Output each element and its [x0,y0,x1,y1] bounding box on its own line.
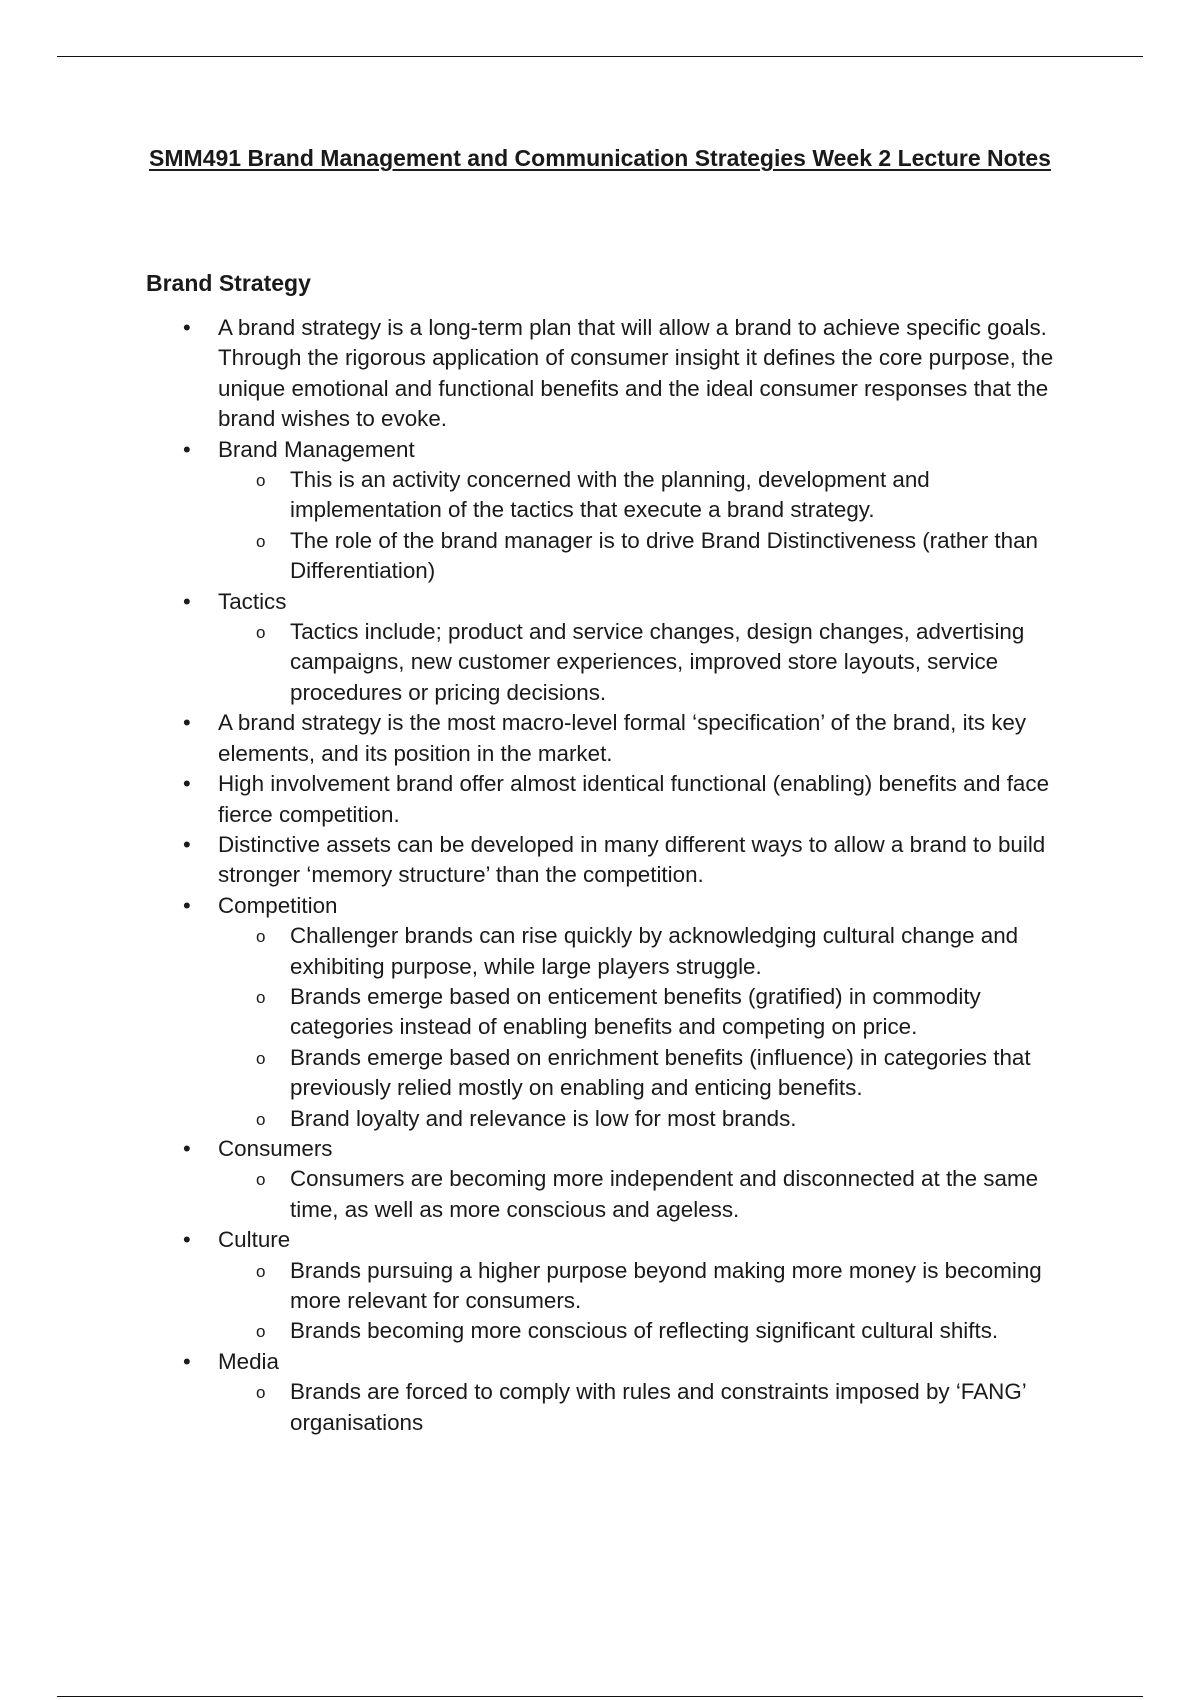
bullet-text: A brand strategy is a long-term plan that will allow a brand to achieve specific goals. Through the rigorous application of consumer insight it defines the core purpose, the unique emotional and functional benefits and the ideal consumer responses that the brand wishes to evoke. [218,315,1054,432]
bullet-dot-icon: • [183,892,191,918]
sub-bullet-item [0,1164,1060,1225]
bullet-dot-icon: • [183,315,191,340]
bullet-text: Competition [218,892,338,918]
bullet-dot-icon: • [183,1348,191,1374]
sub-bullet-text: Brands pursuing a higher purpose beyond making more money is becoming more relevant for consumers. [290,1257,1042,1313]
hollow-circle-icon: o [256,1109,266,1129]
bullet-item [0,708,1058,769]
bullet-item [0,587,1058,617]
bullet-item [0,1347,1058,1377]
section-heading: Brand Strategy [146,270,311,296]
bullet-text: Distinctive assets can be developed in many different ways to allow a brand to build stronger ‘memory structure’ than the competition. [218,831,1046,888]
sub-bullet-text: Tactics include; product and service changes, design changes, advertising campaigns, new customer experiences, improved store layouts, service procedures or pricing decisions. [290,619,1025,705]
sub-bullet-item [0,921,1060,982]
hollow-circle-icon: o [256,987,266,1007]
sub-bullet-item [0,617,1060,708]
sub-bullet-item [0,982,1060,1043]
hollow-circle-icon: o [256,623,266,643]
sub-bullet-item [0,1043,1060,1104]
sub-bullet-text: Brands are forced to comply with rules and constraints imposed by ‘FANG’ organisations [290,1379,1026,1435]
bullet-item [0,1225,1058,1255]
bullet-item [0,891,1058,921]
bullet-dot-icon: • [183,831,191,857]
bullet-dot-icon: • [183,771,191,797]
bullet-text: Media [218,1348,279,1374]
sub-bullet-text: Challenger brands can rise quickly by acknowledging cultural change and exhibiting purpose, while large players struggle. [290,923,1019,979]
bullet-dot-icon: • [183,588,191,614]
sub-bullet-text: Brands becoming more conscious of reflecting significant cultural shifts. [290,1318,999,1344]
sub-bullet-item [0,1104,1060,1134]
hollow-circle-icon: o [256,471,266,491]
hollow-circle-icon: o [256,1322,266,1342]
hollow-circle-icon: o [256,1383,266,1403]
sub-bullet-item [0,1377,1060,1438]
sub-bullet-text: Brand loyalty and relevance is low for most brands. [290,1105,797,1131]
hollow-circle-icon: o [256,927,266,947]
bullet-text: Brand Management [218,436,415,462]
sub-bullet-item [0,1316,1060,1346]
bullet-text: Culture [218,1227,291,1253]
hollow-circle-icon: o [256,1170,266,1190]
hollow-circle-icon: o [256,1261,266,1281]
bullet-item [0,830,1058,891]
sub-bullet-text: The role of the brand manager is to drive Brand Distinctiveness (rather than Differentiation) [290,527,1038,584]
top-rule [57,56,1143,57]
bullet-text: High involvement brand offer almost identical functional (enabling) benefits and face fierce competition. [218,771,1050,827]
sub-bullet-text: This is an activity concerned with the planning, development and implementation of the tactics that execute a brand strategy. [290,467,930,523]
sub-bullet-text: Consumers are becoming more independent and disconnected at the same time, as well as more conscious and ageless. [290,1166,1039,1222]
bullet-item [0,769,1058,830]
bullet-text: Tactics [218,588,287,614]
bullet-text: A brand strategy is the most macro-level formal ‘specification’ of the brand, its key elements, and its position in the market. [218,710,1027,766]
bullet-list-container [0,313,1200,1438]
bullet-list [0,313,1200,1438]
bullet-dot-icon: • [183,1135,191,1161]
bullet-text: Consumers [218,1135,333,1161]
document-title: SMM491 Brand Management and Communication Strategies Week 2 Lecture Notes [149,145,1051,171]
sub-bullet-text: Brands emerge based on enticement benefits (gratified) in commodity categories instead of enabling benefits and competing on price. [290,983,981,1040]
bullet-dot-icon: • [183,1227,191,1253]
hollow-circle-icon: o [256,1048,266,1068]
sub-bullet-item [0,465,1060,526]
bottom-rule [57,1696,1143,1697]
bullet-item [0,313,1058,435]
bullet-item [0,1134,1058,1164]
bullet-dot-icon: • [183,436,191,462]
sub-bullet-item [0,1256,1060,1317]
bullet-dot-icon: • [183,710,191,736]
sub-bullet-text: Brands emerge based on enrichment benefits (influence) in categories that previously relied mostly on enabling and enticing benefits. [290,1044,1031,1101]
bullet-item [0,435,1058,465]
hollow-circle-icon: o [256,531,266,551]
sub-bullet-item [0,526,1060,587]
